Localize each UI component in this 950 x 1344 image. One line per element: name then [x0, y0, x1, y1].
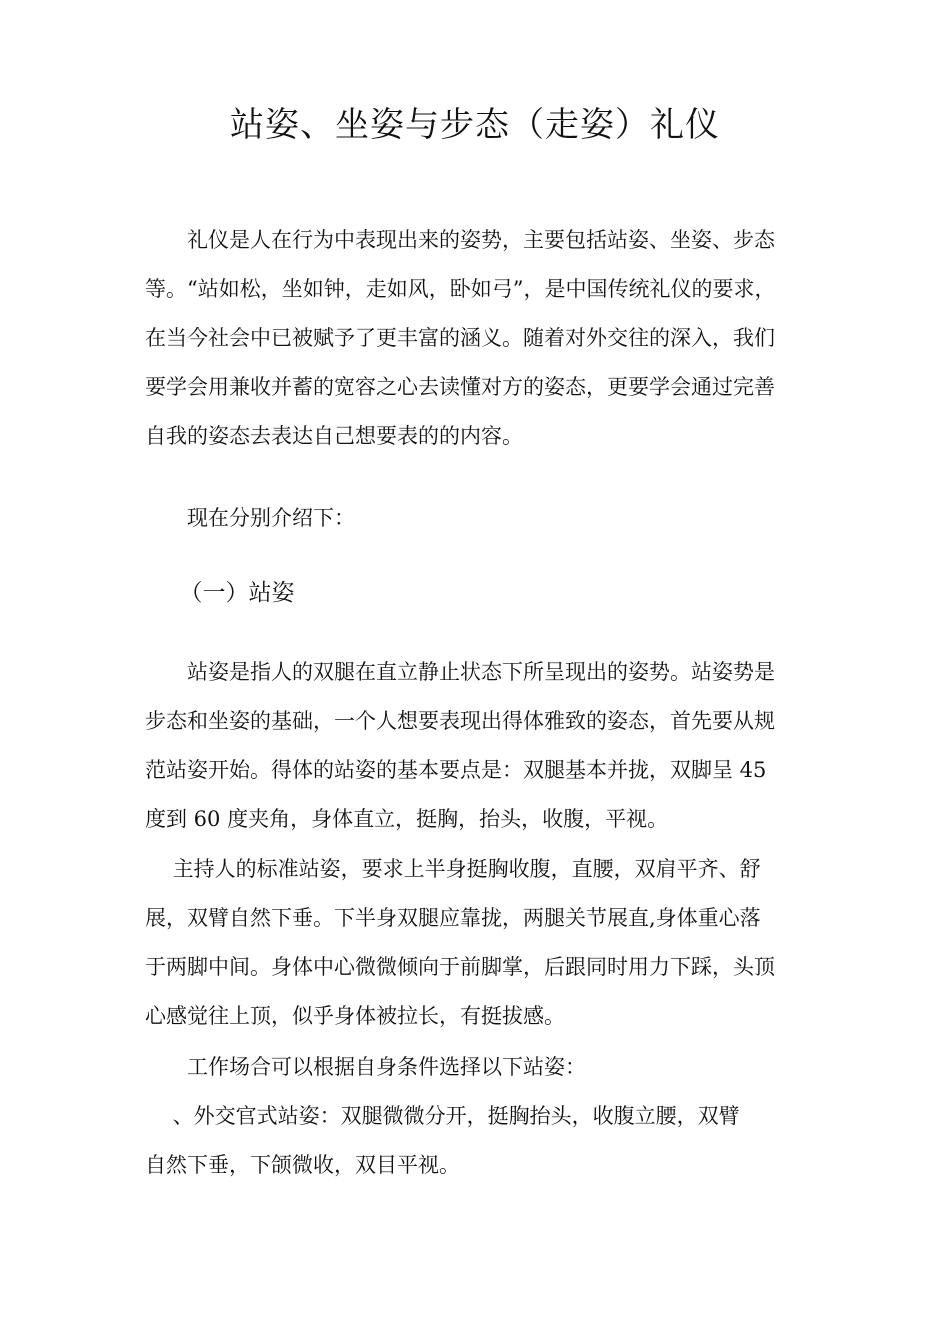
text-line: 展，双臂自然下垂。下半身双腿应靠拢，两腿关节展直,身体重心落: [145, 906, 761, 930]
text-line: 工作场合可以根据自身条件选择以下站姿：: [145, 1055, 586, 1079]
text-line: 自我的姿态去表达自己想要表的的内容。: [145, 424, 523, 448]
section-paragraph: [145, 845, 810, 1041]
text-line: 现在分别介绍下：: [145, 506, 355, 530]
text-line: 范站姿开始。得体的站姿的基本要点是：双腿基本并拢，双脚呈 45: [145, 758, 767, 782]
text-line: 于两脚中间。身体中心微微倾向于前脚掌，后跟同时用力下踩，头顶: [145, 955, 775, 979]
text-line: 礼仪是人在行为中表现出来的姿势，主要包括站姿、坐姿、步态: [145, 228, 775, 252]
intro-next-paragraph: [145, 494, 810, 543]
section-paragraph: [145, 1043, 810, 1092]
intro-paragraph: [145, 216, 810, 461]
document-title: 站姿、坐姿与步态（走姿）礼仪: [230, 105, 720, 145]
text-line: 、外交官式站姿：双腿微微分开，挺胸抬头，收腹立腰，双臂: [145, 1104, 740, 1128]
text-line: 站姿是指人的双腿在直立静止状态下所呈现出的姿势。站姿势是: [145, 660, 775, 684]
section-paragraph: [145, 648, 810, 844]
text-line: 心感觉往上顶，似乎身体被拉长，有挺拔感。: [145, 1004, 565, 1028]
text-line: 等。“站如松，坐如钟，走如风，卧如弓”，是中国传统礼仪的要求，: [145, 277, 776, 301]
section-heading: [145, 569, 810, 618]
text-line: 要学会用兼收并蓄的宽容之心去读懂对方的姿态，更要学会通过完善: [145, 375, 775, 399]
text-line: 自然下垂，下颌微收，双目平视。: [145, 1153, 460, 1177]
text-line: 度到 60 度夹角，身体直立，挺胸，抬头，收腹，平视。: [145, 807, 669, 831]
section-heading-text: （一）站姿: [145, 580, 295, 606]
text-line: 主持人的标准站姿，要求上半身挺胸收腹，直腰，双肩平齐、舒: [145, 857, 761, 881]
text-line: 在当今社会中已被赋予了更丰富的涵义。随着对外交往的深入，我们: [145, 326, 775, 350]
text-line: 步态和坐姿的基础，一个人想要表现出得体雅致的姿态，首先要从规: [145, 709, 775, 733]
section-paragraph: [145, 1092, 810, 1190]
